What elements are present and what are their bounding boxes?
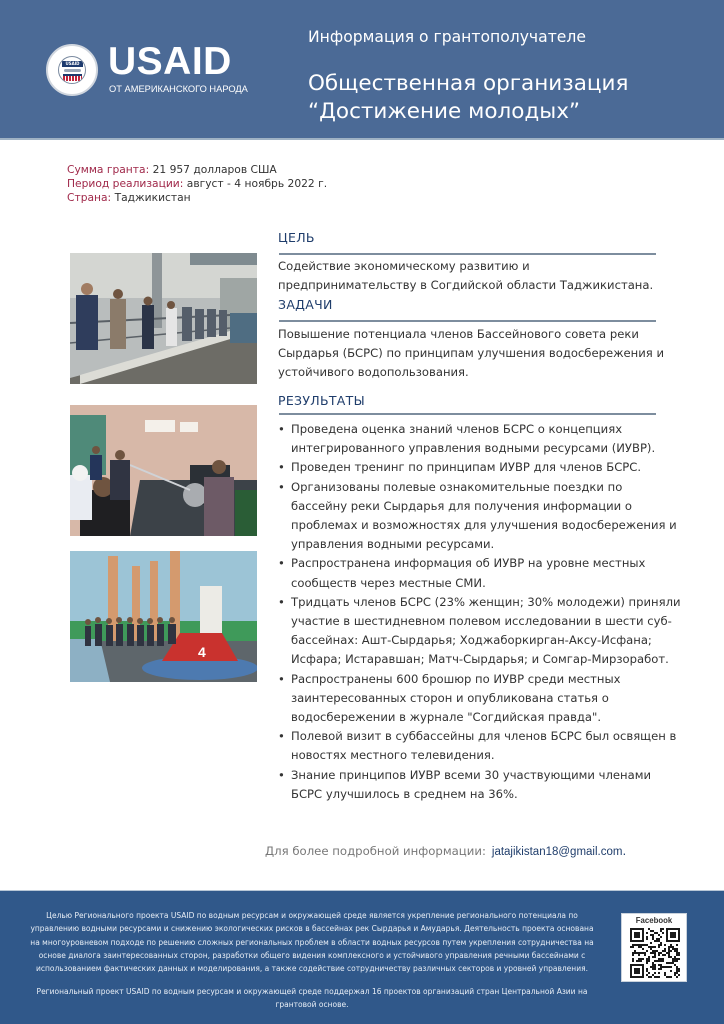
contact-trailing-period: .: [622, 844, 627, 858]
photo-turbine-hall: [70, 551, 257, 682]
result-item-line: сообществ через местные СМИ.: [291, 575, 486, 590]
result-item-line: водосбережении в журнале "Согдийская правда".: [291, 710, 602, 725]
footer-text-line: грантовой основе.: [275, 1000, 349, 1010]
result-item: [278, 766, 708, 804]
result-item: [278, 554, 708, 592]
result-item-line: • Проведен тренинг по принципам ИУВР для членов БСРС.: [291, 460, 642, 475]
footer-text-line: на многоуровневом подходе по решению сложных региональных проблем в области водных ресурсов путем укрепления сотрудничества на: [30, 937, 594, 947]
result-item-line: заинтересованных сторон и опубликована статья о: [291, 690, 609, 705]
grant-period-value: август - 4 ноябрь 2022 г.: [186, 177, 328, 190]
footer-text-line: Региональный проект USAID по водным ресурсам и окружающей среде поддержал 16 проектов организаций стран Центральной Азии на: [36, 987, 588, 996]
section-heading-tasks: ЗАДАЧИ: [278, 297, 333, 312]
result-item-line: • Знание принципов ИУВР всеми 30 участвующими членами: [291, 767, 652, 782]
facebook-qr-card[interactable]: [621, 913, 687, 982]
logo-tagline: ОТ АМЕРИКАНСКОГО НАРОДА: [109, 84, 248, 94]
result-item-line: новостях местного телевидения.: [291, 748, 495, 763]
section-heading-results: РЕЗУЛЬТАТЫ: [278, 393, 365, 408]
result-item: [278, 593, 708, 670]
header-subtitle: Информация о грантополучателе: [308, 28, 586, 46]
photo-walkway-visit: [70, 253, 257, 384]
tasks-line-1: Повышение потенциала членов Бассейнового совета реки: [278, 327, 639, 341]
grant-period: [67, 177, 327, 191]
result-item-line: БСРС улучшилось в среднем на 36%.: [291, 786, 518, 801]
result-item-line: Исфара; Истаравшан; Матч-Сырдарья; и Сомгар-Мирзоработ.: [291, 652, 669, 667]
stripes-shield-icon: [63, 74, 82, 81]
result-item-line: бассейну реки Сырдарья для получения информации о: [291, 498, 632, 513]
footer-text-line: основе диалога заинтересованных сторон, разработки общего видения комплексного и устойчивого управления речными бассейнами с: [38, 950, 586, 960]
result-item: [278, 727, 708, 765]
tasks-line-3: устойчивого водопользования.: [278, 365, 469, 379]
result-item-line: участие в шестидневном полевом исследовании в шести суб-: [291, 614, 672, 629]
grant-country-label: Страна:: [67, 191, 112, 204]
footer-text-line: Целью Регионального проекта USAID по водным ресурсам и окружающей среде является укрепление регионального потенциала по: [46, 911, 578, 920]
result-item-line: • Распространена информация об ИУВР на уровне местных: [291, 556, 646, 571]
grant-country: [67, 191, 327, 205]
result-item-line: • Тридцать членов БСРС (23% женщин; 30% молодежи) приняли: [291, 594, 681, 609]
result-item-line: интегрированного управления водными ресурсами (ИУВР).: [291, 441, 656, 456]
footer-text-line: использованием фактических данных и моделирования, а также содействие сотрудничеству различных секторов и уровней управления.: [36, 964, 588, 974]
divider-tasks: [279, 320, 656, 322]
grant-info: [67, 163, 327, 205]
grant-amount-value: 21 957 долларов США: [152, 163, 277, 176]
divider-goal: [279, 253, 656, 255]
tasks-text: [278, 325, 703, 382]
grant-country-value: Таджикистан: [114, 191, 191, 204]
result-item-line: • Проведена оценка знаний членов БСРС о концепциях: [291, 422, 623, 436]
result-item: [278, 478, 708, 555]
photo-pump-station: [70, 405, 257, 536]
footer-text-line: управлению водными ресурсами и снижению экологических рисков в бассейнах рек Сырдарья и Амударья. Деятельность проекта основана: [30, 924, 594, 934]
grant-amount: [67, 163, 327, 177]
title-line-1: Общественная организация: [308, 71, 629, 96]
footer-paragraph-1: [4, 909, 620, 975]
qr-label: Facebook: [635, 916, 673, 925]
result-item: [278, 670, 708, 728]
page-title: [308, 70, 628, 126]
goal-line-1: Содействие экономическому развитию и: [278, 259, 530, 273]
logo-wordmark: USAID: [108, 40, 232, 83]
usaid-seal-icon: [46, 44, 98, 96]
svg-text:4: 4: [198, 644, 206, 660]
contact-line: [265, 844, 626, 858]
result-item: [278, 458, 708, 477]
result-item-line: • Организованы полевые ознакомительные поездки по: [291, 479, 623, 494]
result-item: [278, 420, 708, 458]
tasks-line-2: Сырдарья (БСРС) по принципам улучшения водосбережения и: [278, 346, 664, 360]
result-item-line: • Распространены 600 брошюр по ИУВР среди местных: [291, 671, 621, 686]
title-line-2: “Достижение молодых”: [308, 99, 581, 124]
result-item-line: бассейнах: Ашт-Сырдарья; Ходжаборкирган-Аксу-Исфана;: [291, 633, 652, 648]
result-item-line: проблемах и возможностях для улучшения водосбережения и: [291, 518, 677, 533]
goal-text: [278, 257, 703, 295]
contact-label: Для более подробной информации:: [265, 844, 486, 858]
handshake-icon: [64, 69, 81, 72]
seal-band-text: USAID: [62, 61, 83, 67]
qr-code-icon: [630, 928, 680, 978]
result-item-line: • Полевой визит в суббассейны для членов БСРС был освящен в: [291, 729, 677, 744]
usaid-logo: [46, 40, 248, 98]
footer: [0, 890, 724, 1024]
grant-period-label: Период реализации:: [67, 177, 184, 190]
goal-line-2: предпринимательству в Согдийской области Таджикистана.: [278, 278, 654, 292]
footer-paragraph-2: [4, 985, 620, 1012]
contact-email-link[interactable]: jatajikistan18@gmail.com: [491, 846, 623, 858]
results-list: [278, 420, 708, 804]
header-banner: [0, 0, 724, 140]
result-item-line: управления водными ресурсами.: [291, 537, 495, 552]
grant-amount-label: Сумма гранта:: [67, 163, 150, 176]
divider-results: [279, 413, 656, 415]
section-heading-goal: ЦЕЛЬ: [278, 230, 315, 245]
